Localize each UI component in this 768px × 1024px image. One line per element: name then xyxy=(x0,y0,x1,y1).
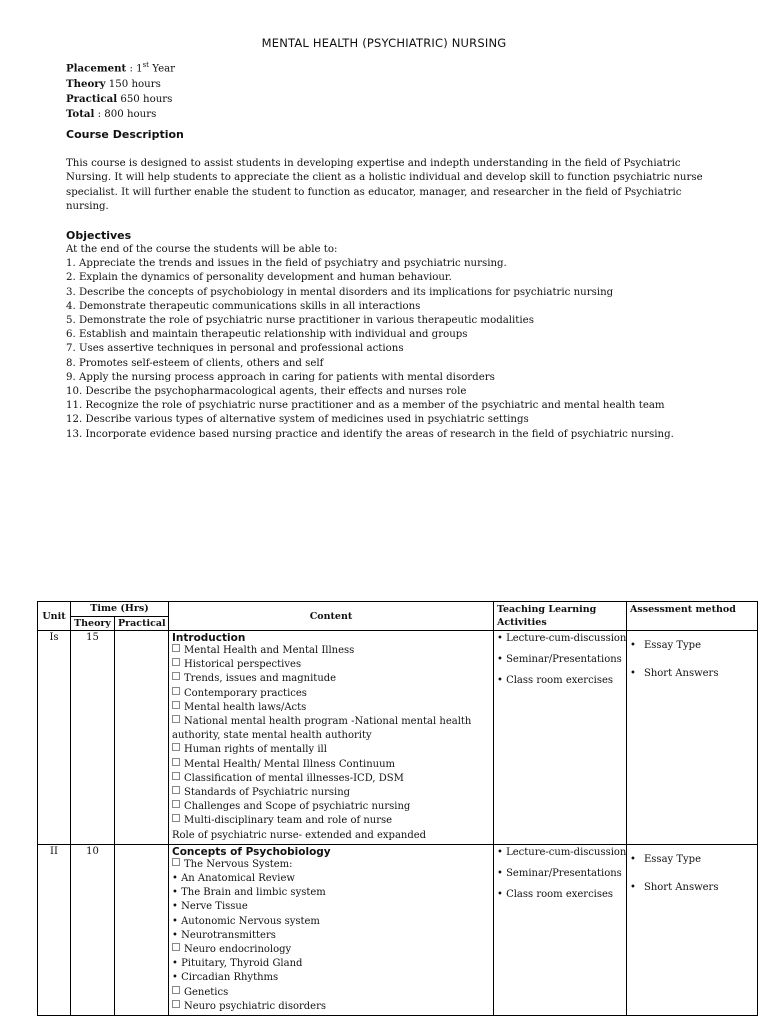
content-item-text: Circadian Rhythms xyxy=(181,972,279,984)
assessment-item xyxy=(630,874,754,902)
objectives-heading: Objectives xyxy=(66,229,132,242)
content-item xyxy=(172,687,490,701)
content-item-text: Mental health laws/Acts xyxy=(184,701,307,713)
teaching-activity: • Seminar/Presentations xyxy=(497,867,622,879)
content-item-text: Nerve Tissue xyxy=(181,901,248,913)
bullet-icon: • xyxy=(630,881,636,893)
objectives-list xyxy=(66,243,674,442)
theory-hours-cell: 10 xyxy=(71,844,115,1015)
content-item-text: Contemporary practices xyxy=(184,687,307,699)
checkbox-bullet-icon xyxy=(172,772,180,780)
content-item xyxy=(172,701,490,715)
checkbox-bullet-icon xyxy=(172,687,180,695)
bullet-icon: • xyxy=(630,640,636,651)
assessment-cell xyxy=(627,844,758,1015)
teaching-activity: • Lecture-cum-discussion xyxy=(497,846,627,858)
checkbox-bullet-icon xyxy=(172,743,180,751)
header-theory: Theory xyxy=(71,616,115,631)
objective-item: 11. Recognize the role of psychiatric nurse practitioner and as a member of the psychiatric and mental health team xyxy=(66,400,665,412)
content-item-text: Human rights of mentally ill xyxy=(184,744,327,756)
content-item xyxy=(172,743,490,757)
content-item-text: The Nervous System: xyxy=(184,858,293,870)
objective-item: 2. Explain the dynamics of personality development and human behaviour. xyxy=(66,272,452,284)
content-item-text: Neuro psychiatric disorders xyxy=(184,1000,327,1012)
checkbox-bullet-icon xyxy=(172,644,180,652)
content-item-text: Historical perspectives xyxy=(184,659,302,671)
objective-item: 9. Apply the nursing process approach in caring for patients with mental disorders xyxy=(66,371,495,383)
content-cell xyxy=(169,844,494,1015)
objectives-intro: At the end of the course the students will be able to: xyxy=(66,244,338,255)
bullet-icon: • xyxy=(172,901,182,913)
content-item xyxy=(172,986,490,1000)
assessment-item xyxy=(630,632,754,660)
teaching-activity: • Class room exercises xyxy=(497,888,614,900)
content-item xyxy=(172,800,490,814)
content-item-text: Neuro endocrinology xyxy=(184,944,292,956)
table-row xyxy=(38,844,758,1015)
content-item xyxy=(172,943,490,957)
header-teaching-learning: Teaching Learning Activities xyxy=(494,602,627,631)
teaching-activity: • Lecture-cum-discussion xyxy=(497,633,627,644)
bullet-icon: • xyxy=(172,887,182,899)
assessment-item xyxy=(630,846,754,874)
content-item-text: Neurotransmitters xyxy=(181,929,276,941)
unit-title: Concepts of Psychobiology xyxy=(172,845,331,858)
content-item-text: National mental health program -National mental health authority, state mental health authority xyxy=(172,716,472,742)
header-content: Content xyxy=(169,602,494,631)
content-item xyxy=(172,658,490,672)
objective-item: 6. Establish and maintain therapeutic relationship with individual and groups xyxy=(66,329,468,341)
content-cell xyxy=(169,631,494,845)
table-row xyxy=(38,631,758,845)
bullet-icon: • xyxy=(172,915,182,927)
course-description-heading: Course Description xyxy=(66,128,184,141)
content-item xyxy=(172,644,490,658)
assessment-text: Essay Type xyxy=(644,640,701,651)
checkbox-bullet-icon xyxy=(172,943,180,951)
content-item-text: Multi-disciplinary team and role of nurse xyxy=(184,815,393,827)
header-assessment: Assessment method xyxy=(627,602,758,631)
assessment-item xyxy=(630,660,754,688)
content-item-text: Standards of Psychiatric nursing xyxy=(184,787,351,799)
bullet-icon: • xyxy=(630,668,636,679)
theory-line: Theory 150 hours xyxy=(66,77,161,90)
bullet-icon: • xyxy=(172,929,182,941)
content-item xyxy=(172,872,490,886)
checkbox-bullet-icon xyxy=(172,1000,180,1008)
checkbox-bullet-icon xyxy=(172,814,180,822)
bullet-icon: • xyxy=(630,853,636,865)
content-item-text: An Anatomical Review xyxy=(181,873,295,885)
placement-line: Placement : 1st Year xyxy=(66,61,176,75)
assessment-cell xyxy=(627,631,758,845)
content-item-text: The Brain and limbic system xyxy=(181,887,326,899)
practical-line: Practical 650 hours xyxy=(66,92,173,105)
content-item xyxy=(172,786,490,800)
content-item-text: Challenges and Scope of psychiatric nursing xyxy=(184,801,411,813)
checkbox-bullet-icon xyxy=(172,758,180,766)
checkbox-bullet-icon xyxy=(172,986,180,994)
teaching-learning-cell xyxy=(494,631,627,845)
course-description-text: This course is designed to assist students in developing expertise and indepth understanding in the field of Psychiatric Nursing. It will help students to appreciate the client as a holistic individual and develop skill to function psychiatric nurse specialist. It will further enable the student to function as educator, manager, and researcher in the field of Psychiatric nursing. xyxy=(66,158,703,212)
content-item xyxy=(172,971,490,985)
content-item xyxy=(172,772,490,786)
assessment-text: Essay Type xyxy=(644,853,701,865)
content-item-text: Mental Health and Mental Illness xyxy=(184,645,355,656)
unit-cell: II xyxy=(38,844,71,1015)
content-item-text: Classification of mental illnesses-ICD, DSM xyxy=(184,772,404,784)
checkbox-bullet-icon xyxy=(172,800,180,808)
header-time: Time (Hrs) xyxy=(71,602,169,617)
content-item xyxy=(172,672,490,686)
teaching-activity: • Class room exercises xyxy=(497,675,614,686)
content-item xyxy=(172,1000,490,1014)
teaching-learning-cell xyxy=(494,844,627,1015)
bullet-icon: • xyxy=(172,873,182,885)
objective-item: 12. Describe various types of alternative system of medicines used in psychiatric settings xyxy=(66,414,529,426)
objective-item: 13. Incorporate evidence based nursing practice and identify the areas of research in the field of psychiatric nursing. xyxy=(66,428,674,440)
objective-item: 10. Describe the psychopharmacological agents, their effects and nurses role xyxy=(66,386,467,398)
content-item xyxy=(172,829,490,843)
content-item xyxy=(172,900,490,914)
checkbox-bullet-icon xyxy=(172,786,180,794)
practical-hours-cell xyxy=(115,631,169,845)
checkbox-bullet-icon xyxy=(172,672,180,680)
content-item-text: Pituitary, Thyroid Gland xyxy=(181,958,303,970)
checkbox-bullet-icon xyxy=(172,658,180,666)
checkbox-bullet-icon xyxy=(172,858,180,866)
header-unit: Unit xyxy=(38,602,71,631)
bullet-icon: • xyxy=(172,972,182,984)
content-item xyxy=(172,929,490,943)
content-item-text: Genetics xyxy=(184,986,229,998)
objective-item: 5. Demonstrate the role of psychiatric nurse practitioner in various therapeutic modalities xyxy=(66,315,534,327)
objective-item: 3. Describe the concepts of psychobiology in mental disorders and its implications for psychiatric nursing xyxy=(66,286,614,298)
total-line: Total : 800 hours xyxy=(66,108,157,121)
practical-hours-cell xyxy=(115,844,169,1015)
assessment-text: Short Answers xyxy=(644,881,719,893)
bullet-icon: • xyxy=(172,958,182,970)
content-item xyxy=(172,758,490,772)
content-item-text: Role of psychiatric nurse- extended and expanded xyxy=(172,829,427,841)
content-item-text: Trends, issues and magnitude xyxy=(184,673,337,685)
content-item-text: Mental Health/ Mental Illness Continuum xyxy=(184,758,395,770)
teaching-activity: • Seminar/Presentations xyxy=(497,654,622,665)
objective-item: 7. Uses assertive techniques in personal and professional actions xyxy=(66,343,404,355)
table-body xyxy=(38,631,758,1016)
objective-item: 1. Appreciate the trends and issues in the field of psychiatry and psychiatric nursing. xyxy=(66,258,507,270)
content-item xyxy=(172,957,490,971)
header-practical: Practical xyxy=(115,616,169,631)
objective-item: 4. Demonstrate therapeutic communications skills in all interactions xyxy=(66,300,421,312)
unit-cell: Is xyxy=(38,631,71,845)
document-title: MENTAL HEALTH (PSYCHIATRIC) NURSING xyxy=(261,36,507,50)
assessment-text: Short Answers xyxy=(644,668,719,679)
content-item xyxy=(172,814,490,828)
checkbox-bullet-icon xyxy=(172,701,180,709)
theory-hours-cell: 15 xyxy=(71,631,115,845)
course-meta xyxy=(66,58,175,123)
content-item xyxy=(172,915,490,929)
content-item xyxy=(172,715,490,743)
objective-item: 8. Promotes self-esteem of clients, others and self xyxy=(66,357,324,369)
content-item xyxy=(172,886,490,900)
checkbox-bullet-icon xyxy=(172,715,180,723)
content-item xyxy=(172,858,490,872)
unit-title: Introduction xyxy=(172,632,246,644)
course-units-table xyxy=(37,601,758,1016)
content-item-text: Autonomic Nervous system xyxy=(181,915,320,927)
